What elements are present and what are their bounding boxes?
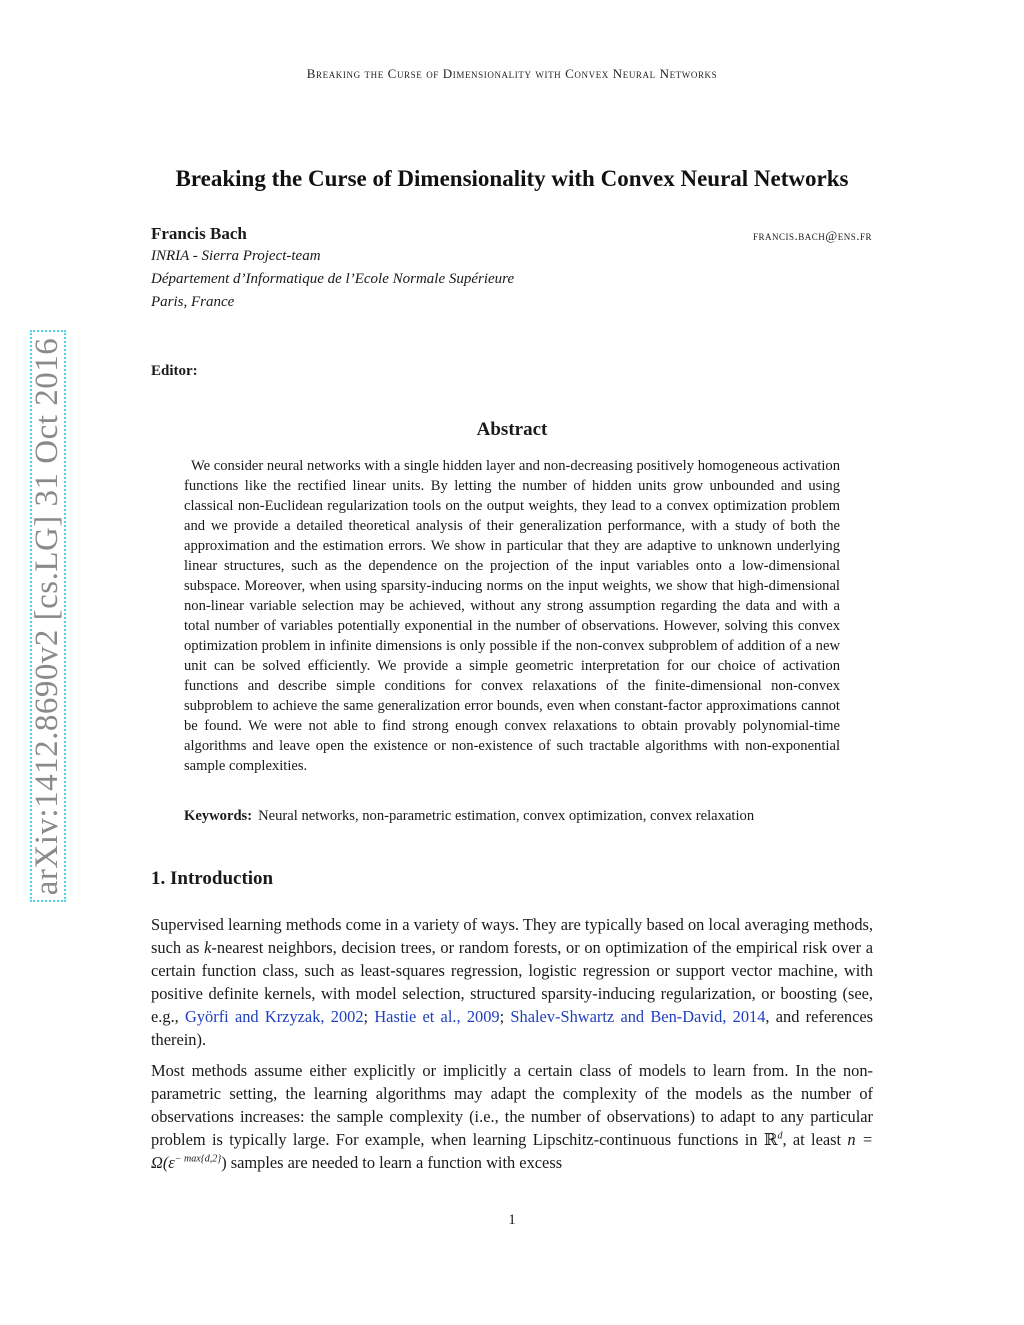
arxiv-stamp[interactable] <box>30 330 66 902</box>
affiliation-line: Paris, France <box>151 294 235 310</box>
keywords-label: Keywords: <box>184 808 253 824</box>
math-exponent: d <box>777 1130 783 1142</box>
citation-year: 2009 <box>466 1007 500 1026</box>
section-heading-introduction: 1. Introduction <box>151 868 274 889</box>
citation-authors: Hastie et al. <box>374 1007 457 1026</box>
editor-label: Editor: <box>151 363 198 379</box>
math-real-set: ℝ <box>763 1130 778 1149</box>
arxiv-stamp-text: arXiv:1412.8690v2 [cs.LG] 31 Oct 2016 <box>29 337 66 895</box>
author-email[interactable]: francis.bach@ens.fr <box>753 228 872 243</box>
citation-link[interactable]: Györfi and Krzyzak, 2002 <box>185 1007 364 1026</box>
math-formula: n = Ω(ε <box>151 1130 873 1172</box>
abstract-body: We consider neural networks with a single hidden layer and non-decreasing positively homogeneous activation functions like the rectified linear units. By letting the number of hidden units grow unbounded and using classical non-Euclidean regularization tools on the output weights, they lead to a convex optimization problem and we provide a detailed theoretical analysis of their generalization performance, with a study of both the approximation and the estimation errors. We show in particular that they are adaptive to unknown underlying linear structures, such as the dependence on the projection of the input variables onto a low-dimensional subspace. Moreover, when using sparsity-inducing norms on the input weights, we show that high-dimensional non-linear variable selection may be achieved, without any strong assumption regarding the data and with a total number of variables potentially exponential in the number of observations. However, solving this convex optimization problem in infinite dimensions is only possible if the non-convex subproblem of addition of a new unit can be solved efficiently. We provide a simple geometric interpretation for our choice of activation functions and describe simple conditions for convex relaxations of the finite-dimensional non-convex subproblem to achieve the same generalization error bounds, even when constant-factor approximations cannot be found. We were not able to find strong enough convex relaxations to obtain provably polynomial-time algorithms and leave open the existence or non-existence of such tractable algorithms with non-exponential sample complexities. <box>184 458 840 774</box>
text-run: -nearest neighbors, decision trees, or random forests, or on optimization of the empirical risk over a certain function class, such as least-squares regression, logistic regression or support vector machine, with positive definite kernels, with model selection, structured sparsity-inducing regularization, or boosting (see, e.g., <box>151 938 873 1026</box>
affiliation-line: Département d’Informatique de l’Ecole Normale Supérieure <box>151 271 515 287</box>
affiliation-line: INRIA - Sierra Project-team <box>151 248 321 264</box>
author-name: Francis Bach <box>151 224 247 243</box>
text-run: , at least <box>782 1130 848 1149</box>
text-run: Supervised learning methods come in a variety of ways. They are typically based on local averaging methods, such as <box>151 915 873 957</box>
paper-title: Breaking the Curse of Dimensionality with Convex Neural Networks <box>175 166 849 191</box>
intro-paragraph-1: Supervised learning methods come in a variety of ways. They are typically based on local averaging methods, such as k-nearest neighbors, decision trees, or random forests, or on optimization of the empirical risk over a certain function class, such as least-squares regression, logistic regression or support vector machine, with positive definite kernels, with model selection, structured sparsity-inducing regularization, or boosting (see, e.g., Györfi and Krzyzak, 2002; Hastie et al., 2009; Shalev-Shwartz and Ben-David, 2014, and references therein). <box>151 915 874 1049</box>
text-run: Most methods assume either explicitly or implicitly a certain class of models to learn from. In the non-parametric setting, the learning algorithms may adapt the complexity of the models as the number of observations increases: the sample complexity (i.e., the number of observations) to adapt to any particular problem is typically large. For example, when learning Lipschitz-continuous functions in <box>151 1061 873 1149</box>
citation-year: 2014 <box>732 1007 766 1026</box>
math-exponent: − max{d,2} <box>174 1153 222 1165</box>
citation-link[interactable]: Hastie et al., 2009 <box>374 1007 500 1026</box>
math-formula-close: ) <box>221 1153 227 1172</box>
text-run: samples are needed to learn a function with excess <box>226 1153 563 1172</box>
citation-authors: Györfi and Krzyzak <box>185 1007 321 1026</box>
abstract-heading: Abstract <box>476 419 548 440</box>
math-k: k <box>204 938 212 957</box>
running-head: Breaking the Curse of Dimensionality with Convex Neural Networks <box>306 66 718 81</box>
keywords-line <box>184 808 864 825</box>
citation-year: 2002 <box>330 1007 364 1026</box>
page-number: 1 <box>508 1212 516 1228</box>
intro-paragraph-2 <box>151 1059 873 1174</box>
citation-authors: Shalev-Shwartz and Ben-David <box>510 1007 723 1026</box>
keywords-text: Neural networks, non-parametric estimation, convex optimization, convex relaxation <box>258 808 755 824</box>
text-run: , and references therein). <box>151 1007 874 1049</box>
citation-link[interactable]: Shalev-Shwartz and Ben-David, 2014 <box>510 1007 766 1026</box>
